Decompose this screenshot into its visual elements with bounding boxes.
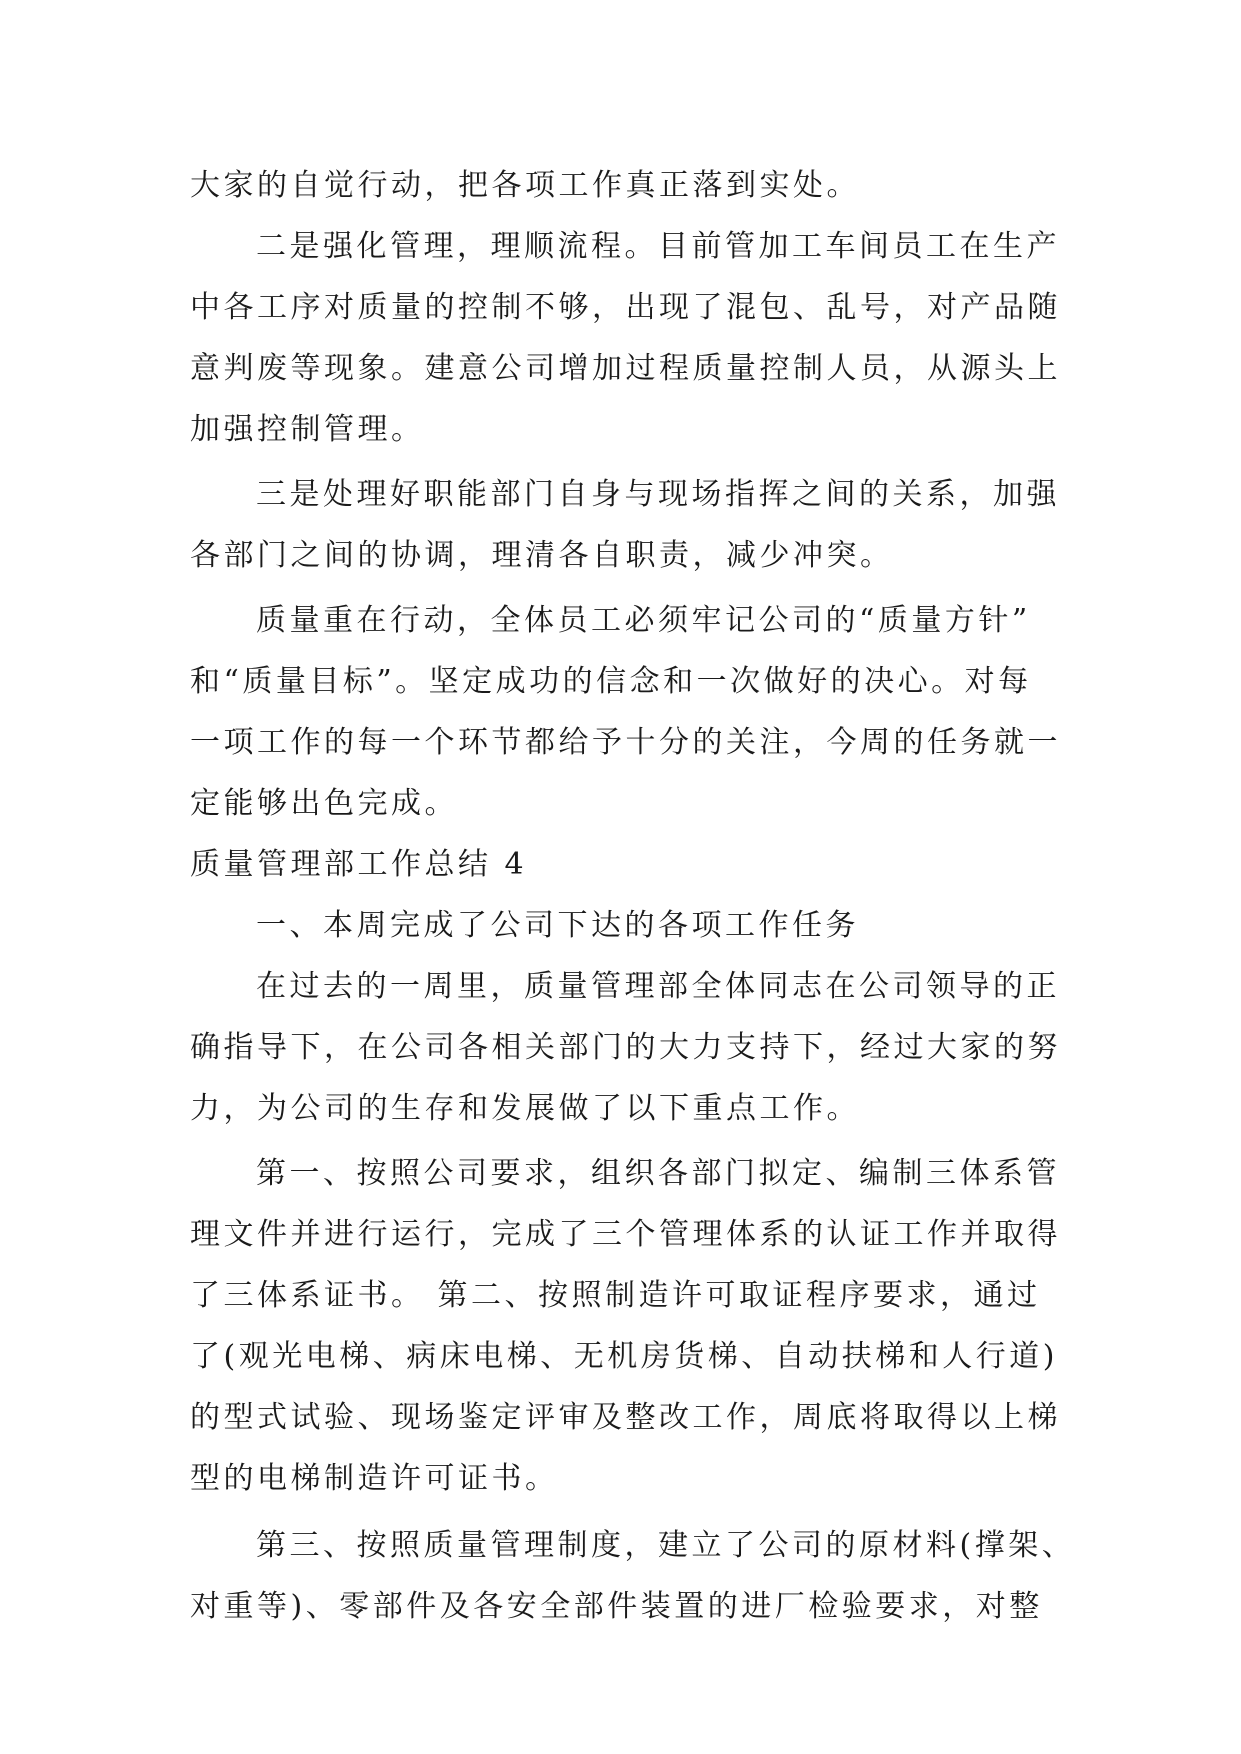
text-line: 型的电梯制造许可证书。: [190, 1461, 559, 1496]
paragraph-third-line-1: 第三、按照质量管理制度，建立了公司的原材料(撑架、: [256, 1528, 1076, 1563]
text-line: 各部门之间的协调，理清各自职责，减少冲突。: [190, 538, 894, 573]
paragraph-past-week-line-1: 在过去的一周里，质量管理部全体同志在公司领导的正: [256, 969, 1060, 1004]
subheading: 一、本周完成了公司下达的各项工作任务: [256, 908, 859, 943]
text-line: 意判废等现象。建意公司增加过程质量控制人员，从源头上: [190, 351, 1061, 386]
text-line: 的型式试验、现场鉴定评审及整改工作，周底将取得以上梯: [190, 1400, 1061, 1435]
paragraph-three-line-1: 三是处理好职能部门自身与现场指挥之间的关系，加强: [256, 477, 1060, 512]
text-line: 和“质量目标”。坚定成功的信念和一次做好的决心。对每: [190, 664, 1032, 699]
text-line: 大家的自觉行动，把各项工作真正落到实处。: [190, 168, 860, 203]
text-line: 了三体系证书。 第二、按照制造许可取证程序要求，通过: [190, 1278, 1041, 1313]
document-body: [190, 155, 1076, 1637]
text-line: 确指导下，在公司各相关部门的大力支持下，经过大家的努: [190, 1030, 1061, 1065]
text-line: 力，为公司的生存和发展做了以下重点工作。: [190, 1091, 860, 1126]
paragraph-quality-line-1: 质量重在行动，全体员工必须牢记公司的“质量方针”: [256, 603, 1031, 638]
text-line: 一项工作的每一个环节都给予十分的关注，今周的任务就一: [190, 725, 1061, 760]
text-line: 定能够出色完成。: [190, 786, 458, 821]
text-line: 了(观光电梯、病床电梯、无机房货梯、自动扶梯和人行道): [190, 1339, 1058, 1374]
section-heading: 质量管理部工作总结 4: [190, 847, 528, 882]
text-line: 中各工序对质量的控制不够，出现了混包、乱号，对产品随: [190, 290, 1061, 325]
paragraph-first-line-1: 第一、按照公司要求，组织各部门拟定、编制三体系管: [256, 1156, 1060, 1191]
text-line: 理文件并进行运行，完成了三个管理体系的认证工作并取得: [190, 1217, 1061, 1252]
text-line: 对重等)、零部件及各安全部件装置的进厂检验要求，对整: [190, 1589, 1043, 1624]
paragraph-two-line-1: 二是强化管理，理顺流程。目前管加工车间员工在生产: [256, 229, 1060, 264]
text-line: 加强控制管理。: [190, 412, 425, 447]
